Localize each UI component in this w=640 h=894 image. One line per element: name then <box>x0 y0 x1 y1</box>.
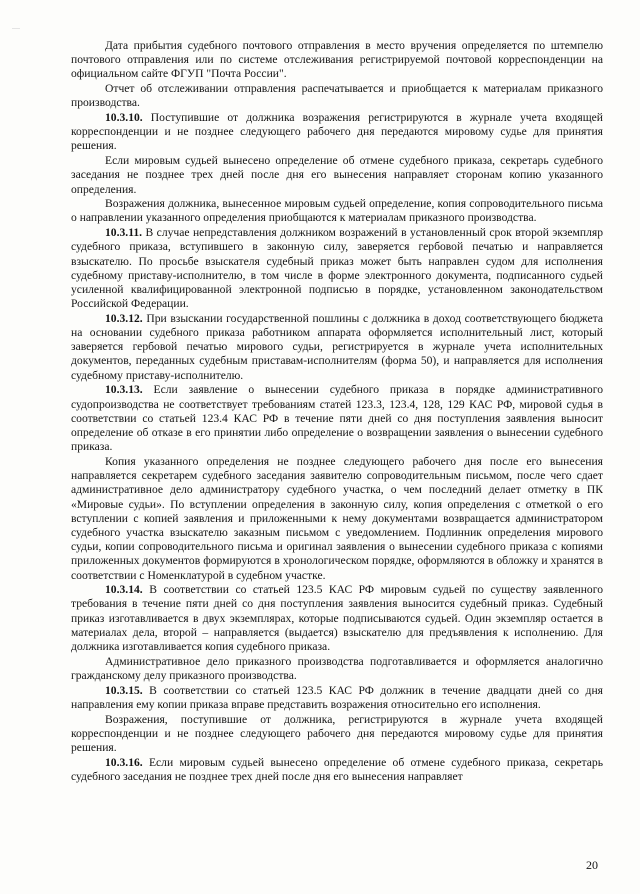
section-number: 10.3.11. <box>105 226 143 240</box>
paragraph-10-3-13: 10.3.13. Если заявление о вынесении судебного приказа в порядке административного судопроизводства не соответствует требованиям статей 123.3, 123.4, 128, 129 КАС РФ, мировой судья в соответствии со статьей 123.4 КАС РФ в течение пяти дней со дня поступления заявления выносит определение об отказе в его принятии либо определение о возвращении заявления о вынесении судебного приказа. <box>71 383 603 454</box>
scan-artifact <box>12 28 20 29</box>
paragraph-10-3-16: 10.3.16. Если мировым судьей вынесено определение об отмене судебного приказа, секретарь судебного заседания не позднее трех дней после дня его вынесения направляет <box>71 755 603 783</box>
section-number: 10.3.15. <box>105 683 143 697</box>
section-number: 10.3.16. <box>105 755 143 769</box>
paragraph-10-3-11: 10.3.11. В случае непредставления должником возражений в установленный срок второй экземпляр судебного приказа, вступившего в законную силу, заверяется гербовой печатью и направляется взыскателю. По просьбе взыскателя судебный приказ может быть направлен судом для исполнения судебному приставу-исполнителю, в том числе в форме электронного документа, подписанного судьей усиленной квалифицированной электронной подписью в порядке, установленном законодательством Российской Федерации. <box>71 226 603 311</box>
paragraph-10-3-10: 10.3.10. Поступившие от должника возражения регистрируются в журнале учета входящей корреспонденции и не позднее следующего рабочего дня передаются мировому судье для принятия решения. <box>71 111 603 153</box>
paragraph-10-3-14: 10.3.14. В соответствии со статьей 123.5 КАС РФ мировым судьей по существу заявленного требования в течение пяти дней со дня поступления заявления выносится судебный приказ. Судебный приказ изготавливается в двух экземплярах, которые подписываются судьей. Один экземпляр остается в материалах дела, второй – направляется (выдается) взыскателю для предъявления к исполнению. Для должника изготавливается копия судебного приказа. <box>71 583 603 654</box>
section-number: 10.3.12. <box>105 311 143 325</box>
paragraph: Дата прибытия судебного почтового отправления в место вручения определяется по штемпелю почтового отправления или по системе отслеживания регистрируемой почтовой корреспонденции на официальном сайте ФГУП "Почта России". <box>71 39 603 81</box>
paragraph: Возражения должника, вынесенное мировым судьей определение, копия сопроводительного письма о направлении указанного определения приобщаются к материалам приказного производства. <box>71 197 603 225</box>
section-number: 10.3.10. <box>105 111 143 125</box>
paragraph: Копия указанного определения не позднее следующего рабочего дня после его вынесения направляется секретарем судебного заседания заявителю сопроводительным письмом, после чего сдает административное дело администратору судебного участка, о чем последний делает отметку в ПК «Мировые судьи». По вступлении определения в законную силу, копия определения с отметкой о его вступлении с копией заявления и приложенными к нему документами возвращается администратором судебного участка взыскателю заказным письмом с уведомлением. Подлинник определения мирового судьи, копии сопроводительного письма и оригинал заявления о вынесении судебного приказа с копиями приложенных документов формируются в хронологическом порядке, оформляются в обложку и хранятся в соответствии с Номенклатурой в судебном участке. <box>71 454 603 582</box>
paragraph-10-3-15: 10.3.15. В соответствии со статьей 123.5 КАС РФ должник в течение двадцати дней со дня направления ему копии приказа вправе представить возражения относительно его исполнения. <box>71 683 603 711</box>
paragraph: Отчет об отслеживании отправления распечатывается и приобщается к материалам приказного производства. <box>71 82 603 110</box>
paragraph-10-3-12: 10.3.12. При взыскании государственной пошлины с должника в доход соответствующего бюджета на основании судебного приказа работником аппарата оформляется исполнительный лист, который заверяется гербовой печатью мирового судьи, регистрируется в журнале учета исполнительных документов, переданных судебным приставам-исполнителям (форма 50), и направляется для исполнения судебному приставу-исполнителю. <box>71 311 603 382</box>
paragraph: Административное дело приказного производства подготавливается и оформляется аналогично гражданскому делу приказного производства. <box>71 654 603 682</box>
section-number: 10.3.13. <box>105 383 143 397</box>
paragraph: Возражения, поступившие от должника, регистрируются в журнале учета входящей корреспонденции и не позднее следующего рабочего дня передаются мировому судье для принятия решения. <box>71 712 603 754</box>
page-number: 20 <box>586 858 598 872</box>
section-number: 10.3.14. <box>105 583 143 597</box>
document-body <box>71 39 603 784</box>
paragraph: Если мировым судьей вынесено определение об отмене судебного приказа, секретарь судебного заседания не позднее трех дней после дня его вынесения направляет сторонам копию указанного определения. <box>71 154 603 196</box>
